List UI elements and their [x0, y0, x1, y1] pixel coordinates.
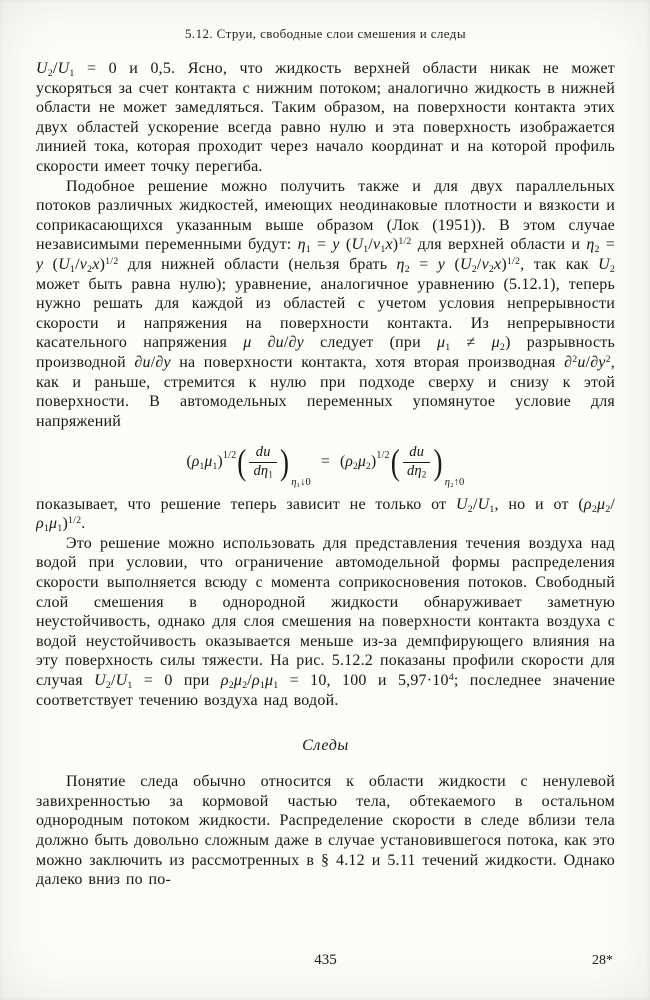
display-equation [36, 441, 615, 489]
fraction-denominator: $d\eta_2$ [403, 462, 431, 481]
paragraph-after-equation: показывает, что решение теперь зависит не только от $U_2/U_1$, но и от $(\rho_2\mu_2/\rho_1\mu_1)^{1/2}$. [36, 495, 615, 535]
fraction-numerator: du [409, 444, 425, 461]
close-paren: ) [433, 441, 443, 483]
coefficient-text: $(\rho_1\mu_1)$ [186, 453, 223, 473]
fraction-denominator: $d\eta_1$ [249, 462, 277, 481]
coefficient-exponent: 1/2 [222, 450, 237, 462]
coefficient-exponent: 1/2 [376, 450, 390, 462]
open-paren: ( [390, 441, 400, 483]
coefficient-text: $(\rho_2\mu_2)$ [339, 453, 377, 473]
paragraph: Это решение можно использовать для представления течения воздуха над водой при условии, что ограничение автомодельной формы распределения скорости выполняется всюду с момента соприкосновения потоков. Свободный слой смешения в однородной жидкости обнаруживает заметную неустойчивость, однако для слоя смешения на поверхности контакта воздуха с водой неустойчивость оказывается меньше из-за демпфирующего влияния на эту поверхность силы тяжести. На рис. 5.12.2 показаны профили скорости для случая $U_2/U_1 = 0$ при $\rho_2\mu_2/\rho_1\mu_1 = 10$, 100 и $5,97\cdot 10^4$; последнее значение соответствует течению воздуха над водой. [36, 534, 615, 709]
running-header: 5.12. Струи, свободные слои смешения и следы [185, 26, 466, 41]
page-number: 435 [314, 952, 337, 968]
open-paren: ( [237, 441, 247, 483]
close-paren: ) [280, 441, 290, 483]
equation-rhs-coefficient [339, 450, 390, 473]
printers-signature-mark: 28* [592, 953, 613, 968]
equals-sign: = [321, 453, 330, 471]
section-heading: Следы [302, 737, 349, 755]
paragraph: Понятие следа обычно относится к области жидкости с ненулевой завихренностью за кормовой частью тела, обтекаемого в остальном однородным потоком жидкости. Распределение скорости в следе вблизи тела должно быть довольно сложным даже в случае установившегося потока, как это можно заключить из рассмотренных в § 4.12 и 5.11 течений жидкости. Однако далеко вниз по по- [36, 773, 615, 889]
page-footer [36, 952, 615, 972]
equation-rhs-fraction [403, 444, 431, 480]
paragraph-continuation: $U_2/U_1 = 0$ и 0,5. Ясно, что жидкость верхней области никак не может ускоряться за счет контакта с нижним потоком; аналогично жидкость в нижней области не может замедляться. Таким образом, на поверхности контакта этих двух областей ускорение всегда равно нулю и эта поверхность изображается линией тока, которая проходит через начало координат и на которой профиль скорости имеет точку перегиба. [36, 60, 615, 175]
equation-lhs-fraction [249, 444, 277, 480]
page-content [36, 59, 615, 947]
equation-lhs-limit: $\eta_1↓0$ [291, 476, 312, 489]
paragraph: Подобное решение можно получить также и для двух параллельных потоков различных жидкостей, имеющих неодинаковые плотности и вязкости и соприкасающихся указанным выше образом (Лок (1951)). В этом случае независимыми переменными будут: $\eta_1 = y$ $(U_1/\nu_1x)^{1/2}$ для верхней области и $\eta_2 = y$ $(U_1/\nu_2x)^{1/2}$ для нижней области (нельзя брать $\eta_2 = y$ $(U_2/\nu_2x)^{1/2}$, так как $U_2$ может быть равна нулю); уравнение, аналогичное уравнению (5.12.1), теперь нужно решать для каждой из областей с учетом условия непрерывности скорости и напряжения на поверхности контакта. Из непрерывности касательного напряжения μ ∂u/∂y следует (при $\mu_1 \ne \mu_2$) разрывность производной ∂u/∂y на поверхности контакта, хотя вторая производная $\partial^2u/\partial y^2$, как и раньше, стремится к нулю при подходе сверху и снизу к этой поверхности. В автомодельных переменных упомянутое условие для напряжений [36, 177, 615, 430]
equation-lhs-coefficient [186, 450, 237, 473]
equation-rhs-limit: $\eta_2↑0$ [444, 476, 465, 489]
fraction-numerator: du [255, 444, 271, 461]
